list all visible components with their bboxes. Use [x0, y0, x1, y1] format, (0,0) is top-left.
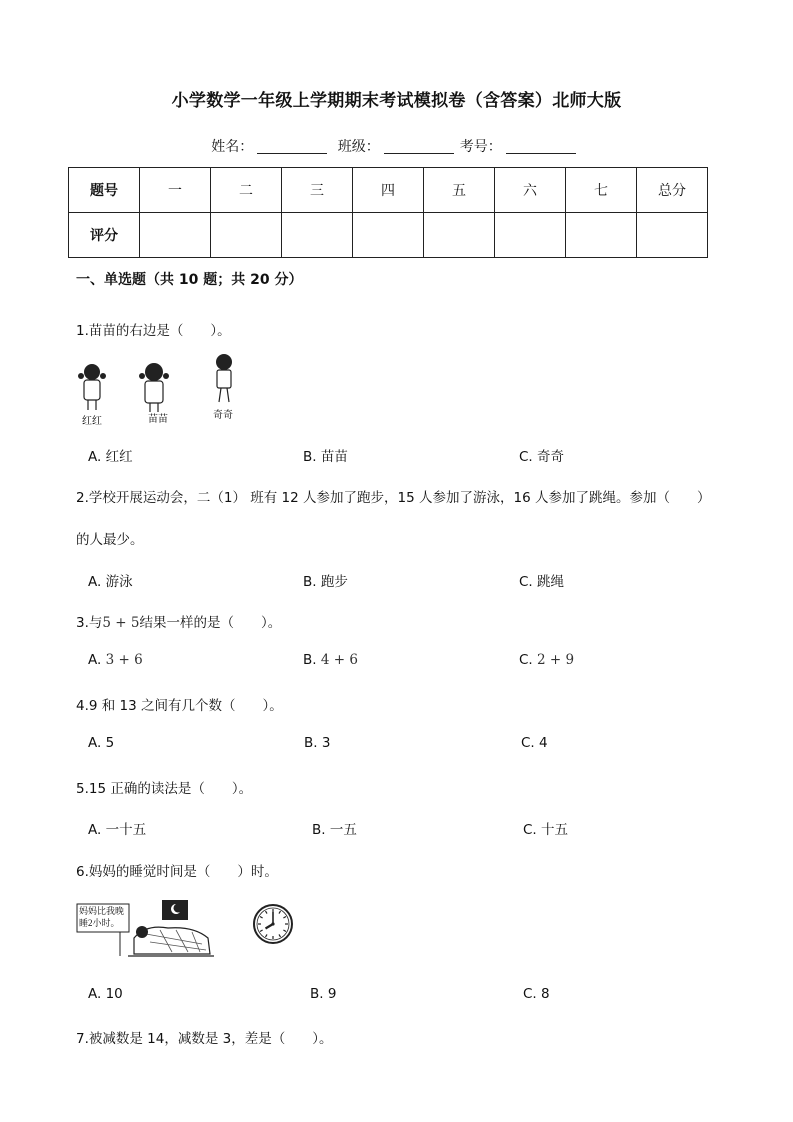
score-table-header-label: 题号 — [69, 168, 140, 213]
score-column-4: 四 — [353, 168, 424, 213]
option-expression: 2 + 9 — [537, 652, 575, 668]
exam-no-blank[interactable] — [506, 139, 576, 154]
score-column-6: 六 — [495, 168, 566, 213]
score-table-score-label: 评分 — [69, 213, 140, 258]
mother-sleeping-figure — [76, 898, 216, 962]
question-1-text: 1.苗苗的右边是（ ）。 — [76, 323, 231, 339]
option-c[interactable]: C. 8 — [523, 986, 550, 1002]
score-cell[interactable] — [566, 213, 637, 258]
option-b[interactable] — [303, 652, 358, 668]
page-title: 小学数学一年级上学期期末考试模拟卷（含答案）北师大版 — [171, 91, 622, 111]
option-c[interactable]: C. 跳绳 — [519, 574, 565, 590]
option-c[interactable] — [519, 652, 574, 668]
score-table-score-row — [69, 213, 708, 258]
question-3-text — [76, 611, 281, 631]
exam-no-label: 考号： — [459, 139, 502, 155]
option-c[interactable]: C. 4 — [521, 735, 548, 751]
option-expression: 4 + 6 — [320, 652, 358, 668]
option-b[interactable]: B. 跑步 — [303, 574, 348, 590]
score-cell[interactable] — [353, 213, 424, 258]
name-label: 姓名： — [211, 139, 254, 155]
score-table-header-row — [69, 168, 708, 213]
score-column-5: 五 — [424, 168, 495, 213]
name-blank[interactable] — [257, 139, 327, 154]
student-info-line — [0, 136, 793, 156]
question-6-text: 6.妈妈的睡觉时间是（ ）时。 — [76, 864, 278, 880]
score-column-7: 七 — [566, 168, 637, 213]
question-2-text-line2: 的人最少。 — [76, 532, 144, 548]
score-column-3: 三 — [282, 168, 353, 213]
child-qiQi-figure — [216, 354, 232, 402]
option-a[interactable]: A. 一十五 — [88, 822, 147, 838]
option-b[interactable]: B. 3 — [304, 735, 331, 751]
question-2-text-line1: 2.学校开展运动会，二（1） 班有 12 人参加了跑步，15 人参加了游泳，16 人参加了跳绳。参加（ ） — [76, 490, 711, 506]
option-b[interactable]: B. 一五 — [312, 822, 357, 838]
figure-sign-text: 妈妈比我晚睡2小时。 — [79, 906, 125, 928]
option-expression: 3 + 6 — [105, 652, 143, 668]
score-cell[interactable] — [211, 213, 282, 258]
option-b[interactable]: B. 苗苗 — [303, 449, 348, 465]
question-3-expression: 5 + 5 — [102, 615, 140, 631]
option-a[interactable] — [88, 652, 143, 668]
option-a[interactable]: A. 10 — [88, 986, 123, 1002]
section-heading: 一、单选题（共 10 题；共 20 分） — [76, 272, 303, 288]
score-cell[interactable] — [140, 213, 211, 258]
child-hongHong-figure — [78, 364, 106, 410]
option-a[interactable]: A. 游泳 — [88, 574, 133, 590]
option-label: C. — [519, 652, 538, 668]
children-figure — [72, 352, 252, 426]
question-3-suffix: 结果一样的是（ ）。 — [139, 615, 282, 631]
question-5-text: 5.15 正确的读法是（ ）。 — [76, 781, 253, 797]
figure-label-hongHong: 红红 — [82, 416, 102, 426]
option-label: B. — [303, 652, 321, 668]
score-column-2: 二 — [211, 168, 282, 213]
question-7-text: 7.被减数是 14，减数是 3，差是（ ）。 — [76, 1031, 333, 1047]
question-4-text: 4.9 和 13 之间有几个数（ ）。 — [76, 698, 283, 714]
score-cell[interactable] — [424, 213, 495, 258]
option-a[interactable]: A. 红红 — [88, 449, 133, 465]
child-miaoMiao-figure — [139, 363, 169, 412]
score-column-total: 总分 — [637, 168, 708, 213]
clock-icon — [252, 903, 294, 945]
score-cell[interactable] — [282, 213, 353, 258]
option-a[interactable]: A. 5 — [88, 735, 115, 751]
class-label: 班级： — [337, 139, 380, 155]
option-label: A. — [88, 652, 106, 668]
score-cell[interactable] — [495, 213, 566, 258]
score-table — [68, 167, 708, 258]
score-column-1: 一 — [140, 168, 211, 213]
figure-label-qiQi: 奇奇 — [213, 410, 233, 421]
score-cell[interactable] — [637, 213, 708, 258]
option-c[interactable]: C. 奇奇 — [519, 449, 565, 465]
class-blank[interactable] — [384, 139, 454, 154]
figure-label-miaoMiao: 苗苗 — [148, 414, 168, 425]
option-b[interactable]: B. 9 — [310, 986, 337, 1002]
option-c[interactable]: C. 十五 — [523, 822, 569, 838]
question-3-prefix: 3.与 — [76, 615, 103, 631]
